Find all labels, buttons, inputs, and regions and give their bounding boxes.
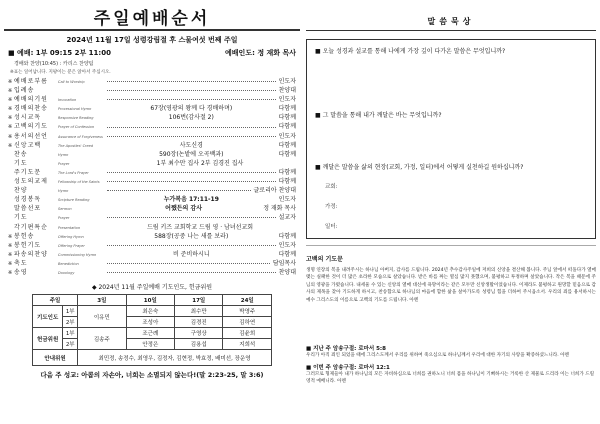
order-item-english: Scripture Reading (58, 198, 90, 203)
order-mark: ※ (8, 233, 13, 240)
order-item-english: Doxology (58, 270, 75, 275)
table-cell: 최은숙 (126, 306, 174, 317)
order-item-leader: 인도자 (278, 196, 296, 204)
order-item-english: Assurance of Forgiveness (58, 134, 103, 139)
table-row (33, 328, 272, 339)
last-week-verse-text: 우리가 아직 죄인 되었을 때에 그리스도께서 우리를 위하여 죽으심으로 하나님께서 우리에 대한 자기의 사랑을 확증하셨느니라. 아멘 (306, 353, 569, 359)
dot-leader (107, 136, 276, 137)
this-week-verse-text: 그러므로 형제들아 내가 하나님의 모든 자비하심으로 너희를 권하노니 너희 몸을 하나님이 기뻐하시는 거룩한 산 제물로 드리라 이는 너희가 드릴 영적 예배니라. 아멘 (306, 372, 595, 385)
order-item-leader: 글로리아 찬양대 (253, 187, 296, 195)
table-cell: 조성아 (126, 317, 174, 328)
table-cell: 구영상 (175, 328, 223, 339)
table-row (33, 339, 272, 350)
table-cell: 최수만 (175, 306, 223, 317)
order-item-leader: 다함께 (278, 114, 296, 122)
service-times (4, 48, 300, 58)
dot-leader (107, 181, 276, 182)
table-header-cell: 주일 (33, 295, 78, 306)
dot-leader (107, 217, 276, 218)
table-title: ◆ 2024년 11월 주일예배 기도인도, 헌금위원 (91, 284, 213, 292)
order-item-leader: 인도자 (278, 241, 296, 249)
order-item-english: Prayer of Confession (58, 125, 95, 130)
order-row (8, 122, 296, 131)
table-cell: 김송주 (78, 328, 126, 350)
prelude-note: 경배와 찬양(10:45) : 카리스 찬양팀 (14, 61, 94, 67)
order-mark: ※ (8, 115, 13, 122)
table-cell: 김용섭 (175, 339, 223, 350)
order-mark: ※ (8, 269, 13, 276)
order-item-leader: 찬양대 (278, 87, 296, 95)
order-item-name: 예배로부름 (14, 78, 48, 85)
order-item-leader: 정 재화 목사 (263, 205, 296, 213)
confession-title: 고백의 기도문 (306, 256, 343, 263)
order-row (8, 159, 296, 168)
table-row (33, 306, 272, 317)
order-item-leader: 인도자 (278, 78, 296, 85)
table-cell: 박영주 (223, 306, 272, 317)
service-leader: 예배인도: 정 재화 목사 (225, 49, 296, 57)
table-cell: 김윤희 (223, 328, 272, 339)
question-2: ■ 그 말씀을 통해 내가 깨달은 바는 무엇입니까? (315, 112, 442, 119)
duty-table (32, 294, 272, 366)
order-item-name: 각기편특순 (14, 223, 48, 231)
table-header-cell: 17일 (175, 295, 223, 306)
order-item-name: 성시교독 (14, 114, 42, 122)
order-row (8, 223, 296, 232)
confession-section (306, 245, 596, 304)
order-item-english: Hymn (58, 152, 69, 157)
order-row (8, 213, 296, 222)
order-item-leader: 다함께 (278, 105, 296, 113)
table-header-cell: 10일 (126, 295, 174, 306)
table-cell: 1부 (63, 328, 78, 339)
order-item-english: Offering Hymn (58, 234, 84, 239)
order-item-leader: 다함께 (278, 232, 296, 240)
order-item-english: Processional Hymn (58, 107, 92, 112)
dot-leader (107, 172, 276, 173)
order-row (8, 95, 296, 104)
table-cell: 2부 (63, 317, 78, 328)
order-row (8, 168, 296, 177)
worship-order-panel (4, 4, 300, 420)
order-item-content: 588장(공중 나는 새를 보라) (154, 232, 229, 240)
order-row (8, 104, 296, 113)
order-row (8, 259, 296, 268)
table-cell: 최민정, 송정수, 최영우, 김정자, 김현정, 박효정, 배미선, 장운영 (78, 350, 272, 366)
order-row (8, 86, 296, 95)
order-mark: ※ (8, 97, 13, 104)
row-label: 안내위원 (33, 350, 78, 366)
order-item-leader: 다함께 (278, 250, 296, 258)
order-item-leader: 다함께 (278, 141, 296, 149)
order-item-name: 말씀선포 (14, 205, 42, 213)
order-mark: ※ (8, 260, 13, 267)
field-home: 가정: (325, 204, 338, 210)
order-item-name: 용서의선언 (14, 132, 48, 140)
order-row (8, 77, 296, 86)
dot-leader (107, 127, 276, 128)
this-week-verse-heading: ■ 이번 주 암송구절: 로마서 12:1 (306, 365, 390, 372)
order-mark: ※ (8, 88, 13, 95)
order-row (8, 132, 296, 141)
table-row (33, 295, 272, 306)
order-item-name: 찬송 (14, 150, 28, 158)
table-cell: 이유민 (78, 306, 126, 328)
table-row (33, 350, 272, 366)
service-times-label: ■ 예배: 1부 09:15 2부 11:00 (8, 49, 111, 57)
order-item-name: 송영 (14, 268, 28, 276)
order-item-english: Prayer (58, 161, 70, 166)
dot-leader (107, 99, 276, 100)
order-item-leader: 찬양대 (278, 268, 296, 276)
order-item-english: Sermon (58, 207, 72, 212)
page-title: 주일예배순서 (4, 4, 300, 31)
order-item-content: 누가복음 17:11-19 (163, 196, 219, 204)
stand-note: ※표는 일어납니다. 지팡이는 분은 앉아서 주십시오. (10, 70, 111, 75)
table-row (33, 317, 272, 328)
order-item-name: 봉헌송 (14, 232, 35, 240)
order-row (8, 141, 296, 150)
meditation-title: 말씀묵상 (306, 4, 596, 31)
table-cell: 2부 (63, 339, 78, 350)
order-mark: ※ (8, 242, 13, 249)
order-mark: ※ (8, 133, 13, 140)
order-item-english: Invocation (58, 98, 77, 103)
order-item-leader: 설교자 (278, 214, 296, 222)
order-mark: ※ (8, 79, 13, 85)
order-item-english: Responsive Reading (58, 116, 94, 121)
order-item-content: 드림 키즈 교회학교 드림 영 · 남녀선교회 (146, 223, 254, 231)
table-header-cell: 3일 (78, 295, 126, 306)
order-item-leader: 인도자 (278, 96, 296, 104)
order-item-name: 기도 (14, 159, 28, 167)
dot-leader (107, 90, 276, 91)
question-1: ■ 오늘 성경과 설교를 통해 나에게 가장 깊이 다가온 말씀은 무엇입니까? (315, 48, 506, 55)
order-item-content: 1부 최수만 집사 2부 김경진 집사 (156, 159, 244, 167)
order-item-name: 봉헌기도 (14, 241, 42, 249)
table-cell: 김하연 (223, 317, 272, 328)
order-row (8, 177, 296, 186)
row-label: 헌금위원 (33, 328, 63, 350)
table-cell: 안정은 (126, 339, 174, 350)
order-item-english: The Apostles' Creed (58, 143, 94, 148)
order-item-leader: 인도자 (278, 132, 296, 140)
order-item-content: 106번(감사절 2) (168, 114, 214, 122)
service-date: 2024년 11월 17일 성령강림절 후 스물여섯 번째 주일 (66, 36, 238, 44)
order-item-leader: 다함께 (278, 168, 296, 176)
order-row (8, 113, 296, 122)
order-item-content: 어쨌든의 감사 (165, 205, 203, 213)
row-label: 기도인도 (33, 306, 63, 328)
order-item-english: Commissioning Hymn (58, 252, 97, 257)
table-cell: 지희석 (223, 339, 272, 350)
order-row (8, 241, 296, 250)
question-box (306, 39, 596, 239)
order-item-content: 590장(논밭에 오곡백과) (159, 150, 224, 158)
order-item-name: 입례송 (14, 87, 35, 95)
order-mark: ※ (8, 124, 13, 131)
order-item-english: Benediction (58, 261, 79, 266)
order-item-leader: 다함께 (278, 123, 296, 131)
order-item-content: 67장(영광의 왕께 다 경배하며) (150, 105, 233, 113)
meditation-panel (306, 4, 596, 420)
field-church: 교회: (325, 184, 338, 190)
order-item-name: 파송의찬양 (14, 250, 48, 258)
order-item-name: 축도 (14, 259, 28, 267)
dot-leader (107, 272, 276, 273)
table-cell: 1부 (63, 306, 78, 317)
order-mark: ※ (8, 142, 13, 149)
order-item-name: 고백의기도 (14, 123, 48, 131)
order-row (8, 268, 296, 277)
order-item-name: 성경봉독 (14, 196, 42, 204)
order-item-english: Call to Worship (58, 80, 85, 84)
order-row (8, 195, 296, 204)
table-cell: 조근례 (126, 328, 174, 339)
order-row (8, 232, 296, 241)
memory-verses (306, 344, 596, 385)
dot-leader (107, 81, 276, 82)
order-item-english: Fellowship of the Saints (58, 180, 100, 185)
order-mark: ※ (8, 106, 13, 113)
dot-leader (107, 263, 270, 264)
table-cell: 김경진 (175, 317, 223, 328)
dot-leader (107, 190, 251, 191)
order-item-leader: 다함께 (278, 150, 296, 158)
order-item-name: 찬양 (14, 187, 28, 195)
order-mark: ※ (8, 251, 13, 258)
order-item-name: 주기도문 (14, 168, 42, 176)
order-item-leader: 담임목사 (272, 259, 296, 267)
order-item-english: Prayer (58, 216, 70, 221)
order-item-content: 사도신경 (179, 141, 203, 149)
confession-text: 생명 연장의 복을 내려주시는 하나님 아버지, 감사를 드립니다. 2024년 추수감사주일에 저희의 신앙을 결산해 봅니다. 주님 앞에서 떠돌다가 열매맺는 실패한 것이 더 많은 초라한 모습으로 살았습니다. 받은 바를 짜는 열심 많지 못했으며, 불평하고 투정하며 살았습니다. 작은 복을 때문에 주님의 영광을 가렸습니다. 내세울 수 있는 신앙의 열매 대신에 욕망이라는 같은 모두만 신앙생활이었습니다. 이제라도 불평하고 원망할 믿음으로 감사의 제목을 찾아 기도하게 하시고, 찬송함으로 하나님의 마음에 합한 삶을 살아가도록 성령님 힘을 더하여 주시옵소서. 우리의 죄를 용서하시는 예수 그리스도의 이름으로 고백의 기도를 드립니다. 아멘 (306, 268, 596, 303)
order-item-name: 예배의기원 (14, 96, 48, 104)
order-item-name: 경배의찬송 (14, 105, 48, 113)
dot-leader (107, 245, 276, 246)
table-header-cell: 24일 (223, 295, 272, 306)
order-row (8, 186, 296, 195)
order-of-worship (4, 77, 300, 277)
question-3: ■ 깨달은 말씀을 삶의 현장(교회, 가정, 일터)에서 어떻게 실천하길 원하십니까? (315, 164, 524, 171)
order-item-name: 기도 (14, 214, 28, 222)
order-item-english: The Lord's Prayer (58, 170, 89, 175)
order-item-leader: 다함께 (278, 178, 296, 186)
next-week-notice: 다음 주 성교: 아콥의 자손아, 너희는 소멸되지 않는다!(말 2:23-25, 말 3:6) (40, 371, 264, 380)
field-work: 일터: (325, 224, 338, 230)
order-item-name: 성도의교제 (14, 178, 48, 186)
order-row (8, 204, 296, 213)
order-item-english: Offering Prayer (58, 243, 85, 248)
order-row (8, 250, 296, 259)
last-week-verse-heading: ■ 지난 주 암송구절: 로마서 5:8 (306, 346, 386, 353)
order-item-name: 신앙고백 (14, 141, 42, 149)
order-item-english: Hymn (58, 189, 69, 194)
order-row (8, 150, 296, 159)
order-item-english: Presentation (58, 225, 81, 230)
order-item-content: 비 준비하시니 (172, 250, 210, 258)
